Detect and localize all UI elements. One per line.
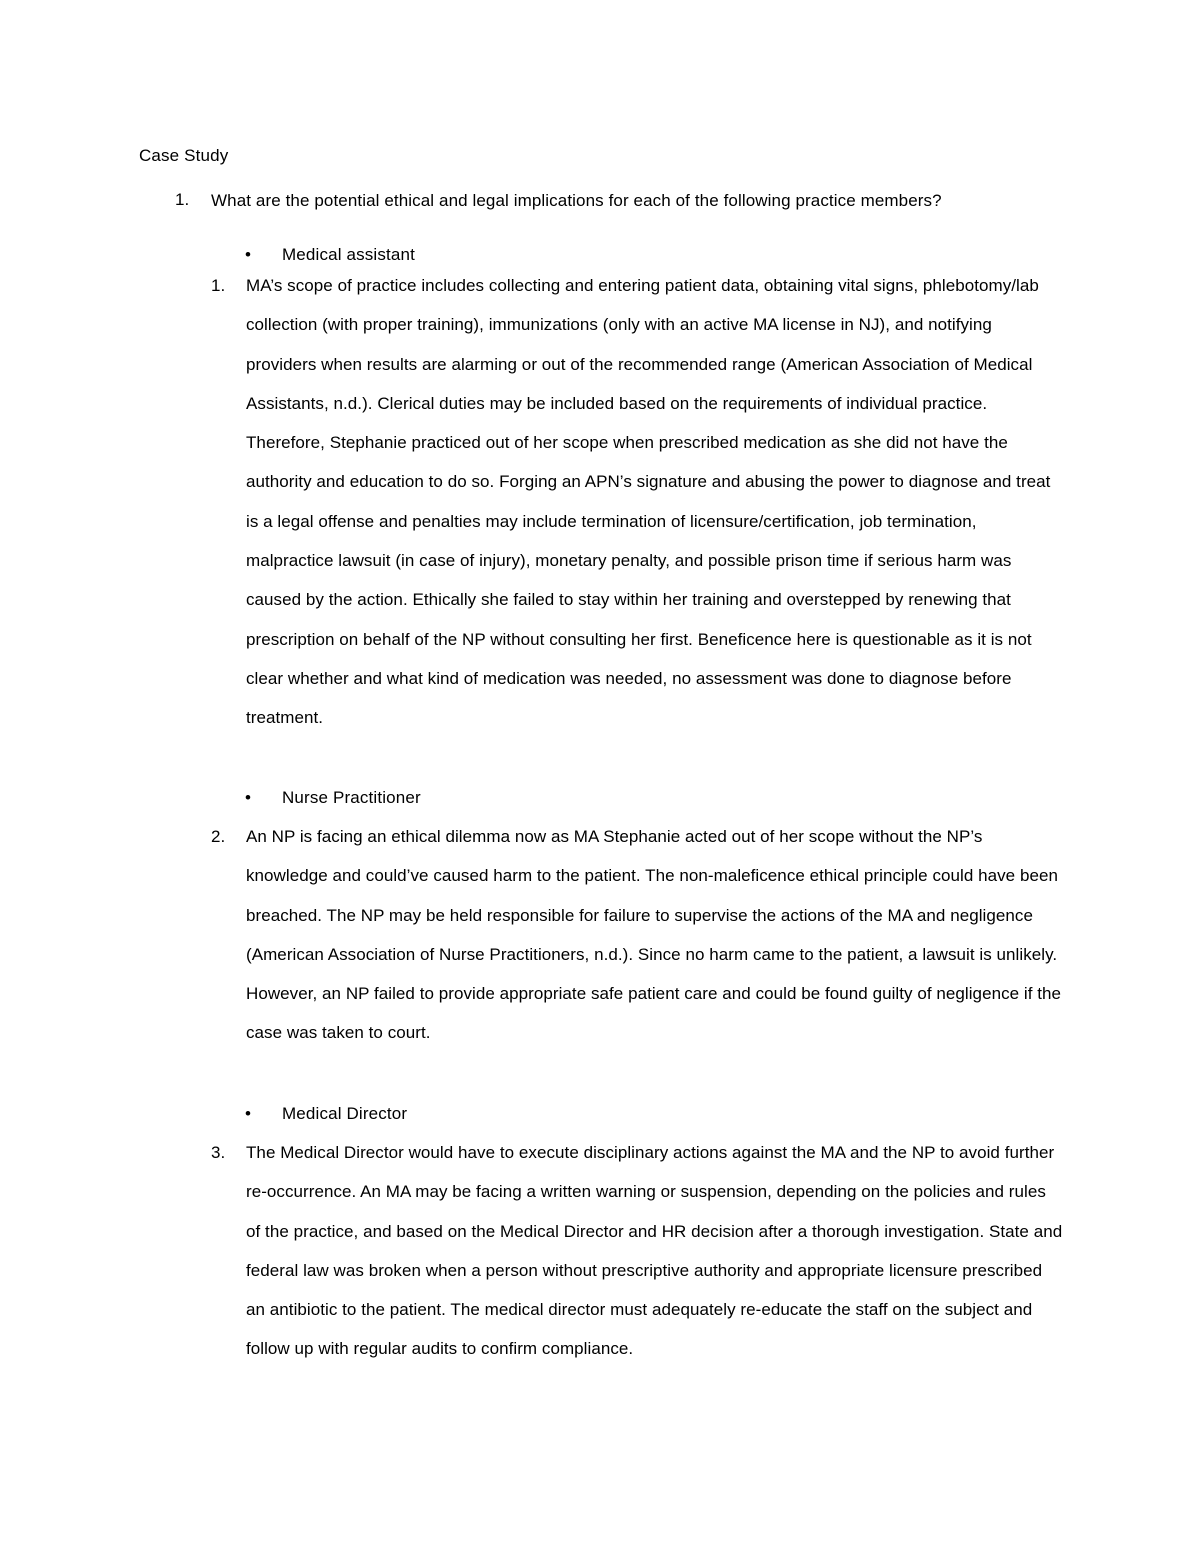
section-label-nurse-practitioner: Nurse Practitioner [282,788,421,807]
answer-paragraph-medical-director: The Medical Director would have to execute disciplinary actions against the MA and the NP to avoid further re-occurrence. An MA may be facing a written warning or suspension, depending on the policies and rules of the practice, and based on the Medical Director and HR decision after a thorough investigation. State and federal law was broken when a person without prescriptive authority and appropriate licensure prescribed an antibiotic to the patient. The medical director must adequately re-educate the staff on the subject and follow up with regular audits to confirm compliance. [246,1143,1063,1359]
answer-number-2: 2. [211,827,226,846]
question-text: What are the potential ethical and legal implications for each of the following practice members? [211,191,942,210]
answer-number-3: 3. [211,1143,226,1162]
answer-paragraph-nurse-practitioner: An NP is facing an ethical dilemma now as MA Stephanie acted out of her scope without the NP’s knowledge and could’ve caused harm to the patient. The non-maleficence ethical principle could have been breached. The NP may be held responsible for failure to supervise the actions of the MA and negligence (American Association of Nurse Practitioners, n.d.). Since no harm came to the patient, a lawsuit is unlikely. However, an NP failed to provide appropriate safe patient care and could be found guilty of negligence if the case was taken to court. [246,827,1062,1043]
section-label-medical-director: Medical Director [282,1104,408,1123]
bullet-icon: • [245,1104,251,1123]
answer-number-1: 1. [211,276,226,295]
question-number: 1. [175,190,190,209]
answer-paragraph-medical-assistant: MA’s scope of practice includes collecting and entering patient data, obtaining vital signs, phlebotomy/lab collection (with proper training), immunizations (only with an active MA license in NJ), and notifying providers when results are alarming or out of the recommended range (American Association of Medical Assistants, n.d.). Clerical duties may be included based on the requirements of individual practice. Therefore, Stephanie practiced out of her scope when prescribed medication as she did not have the authority and education to do so. Forging an APN’s signature and abusing the power to diagnose and treat is a legal offense and penalties may include termination of licensure/certification, job termination, malpractice lawsuit (in case of injury), monetary penalty, and possible prison time if serious harm was caused by the action. Ethically she failed to stay within her training and overstepped by renewing that prescription on behalf of the NP without consulting her first. Beneficence here is questionable as it is not clear whether and what kind of medication was needed, no assessment was done to diagnose before treatment. [246,276,1051,728]
section-label-medical-assistant: Medical assistant [282,245,415,264]
bullet-icon: • [245,245,251,264]
document-title: Case Study [139,146,229,165]
bullet-icon: • [245,788,251,807]
